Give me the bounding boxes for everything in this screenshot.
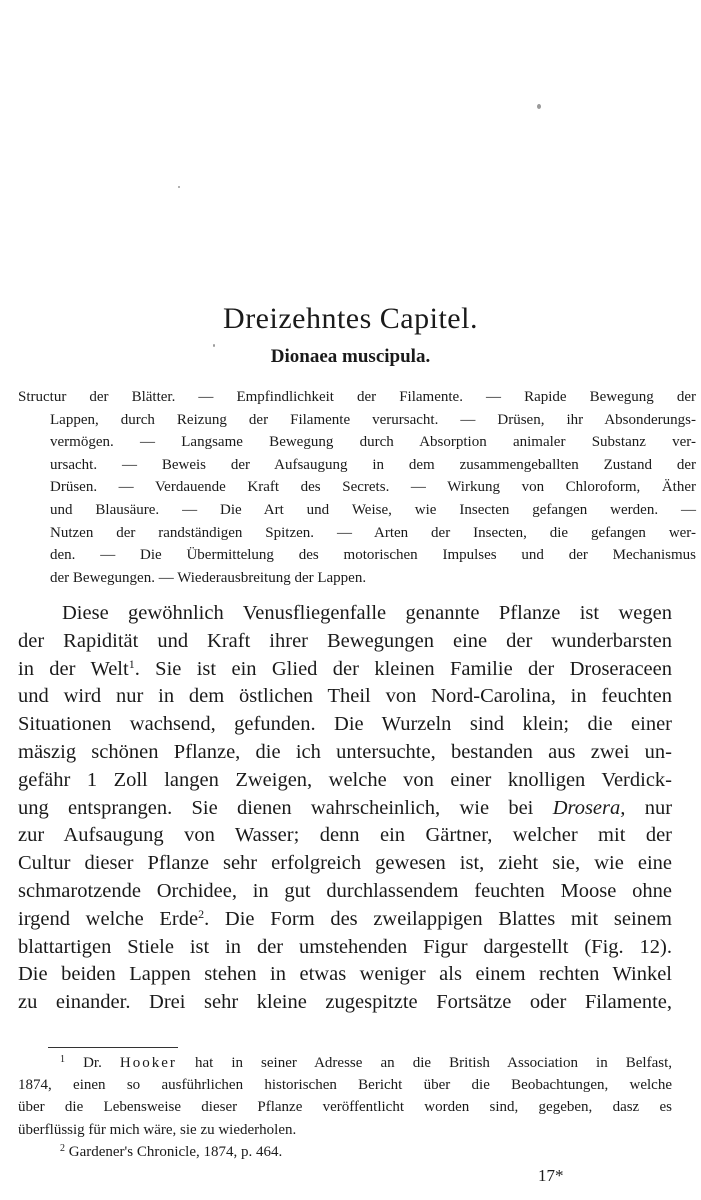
footnote-1-line: 1874, einen so ausführlichen historischen Bericht über die Beobachtungen, welche bbox=[18, 1077, 672, 1094]
summary-line: Lappen, durch Reizung der Filamente verursacht. — Drüsen, ihr Absonderungs- bbox=[50, 411, 696, 428]
body-text-fragment: . Die Form des zweilappigen Blattes mit seinem bbox=[204, 907, 673, 930]
footnote-text: Gardener's Chronicle, 1874, p. 464. bbox=[68, 1143, 283, 1160]
italic-genus-name: Drosera, bbox=[552, 796, 626, 819]
footnotes bbox=[18, 1052, 672, 1163]
footnote-author: Hooker bbox=[119, 1055, 177, 1071]
summary-line: Structur der Blätter. — Empfindlichkeit der Filamente. — Rapide Bewegung der bbox=[18, 389, 696, 405]
summary-line: Nutzen der randständigen Spitzen. — Arten der Insecten, die gefangen wer- bbox=[50, 524, 696, 541]
footnote-text: Dr. bbox=[83, 1055, 102, 1071]
body-line: zu einander. Drei sehr kleine zugespitzte Fortsätze oder Filamente, bbox=[18, 991, 672, 1014]
summary-line: Drüsen. — Verdauende Kraft des Secrets. — Wirkung von Chloroform, Äther bbox=[50, 479, 696, 496]
chapter-summary bbox=[18, 386, 696, 589]
footnote-marker: 1 bbox=[60, 1054, 65, 1065]
chapter-title: Dreizehntes Capitel. bbox=[223, 302, 478, 335]
summary-line: der Bewegungen. — Wiederausbreitung der Lappen. bbox=[50, 569, 367, 586]
body-line: Cultur dieser Pflanze sehr erfolgreich gewesen ist, zieht sie, wie eine bbox=[18, 852, 672, 875]
ink-speck bbox=[178, 186, 180, 188]
summary-line: den. — Die Übermittelung des motorischen Impulses und der Mechanismus bbox=[50, 547, 696, 564]
body-text-fragment: . Sie ist ein Glied der kleinen Familie der Droseraceen bbox=[134, 657, 673, 680]
footnote-marker: 2 bbox=[60, 1142, 65, 1154]
footnote-1-line: überflüssig für mich wäre, sie zu wiederholen. bbox=[18, 1121, 297, 1138]
body-line: Situationen wachsend, gefunden. Die Wurzeln sind klein; die einer bbox=[18, 713, 672, 736]
footnote-rule bbox=[48, 1047, 178, 1048]
body-line: schmarotzende Orchidee, in gut durchlassendem feuchten Moose ohne bbox=[18, 879, 672, 902]
body-line: gefähr 1 Zoll langen Zweigen, welche von einer knolligen Verdick- bbox=[18, 768, 672, 791]
body-text-fragment: in der Welt bbox=[18, 657, 129, 680]
footnote-ref-1: 1 bbox=[128, 656, 135, 671]
body-line: mäszig schönen Pflanze, die ich untersuchte, bestanden aus zwei un- bbox=[18, 740, 672, 763]
body-line: Die beiden Lappen stehen in etwas weniger als einem rechten Winkel bbox=[18, 963, 672, 986]
body-line: der Rapidität und Kraft ihrer Bewegungen eine der wunderbarsten bbox=[18, 629, 672, 652]
body-text-fragment: irgend welche Erde bbox=[18, 907, 199, 930]
body-line: blattartigen Stiele ist in der umstehenden Figur dargestellt (Fig. 12). bbox=[18, 935, 672, 958]
summary-line: ursacht. — Beweis der Aufsaugung in dem zusammengeballten Zustand der bbox=[50, 456, 696, 473]
footnote-1-line bbox=[18, 1052, 672, 1074]
body-line: und wird nur in dem östlichen Theil von Nord-Carolina, in feuchten bbox=[18, 685, 672, 708]
body-text-fragment: nur bbox=[644, 796, 673, 819]
summary-line: vermögen. — Langsame Bewegung durch Absorption animaler Substanz ver- bbox=[50, 434, 696, 451]
summary-line: und Blausäure. — Die Art und Weise, wie Insecten gefangen werden. — bbox=[50, 501, 696, 518]
chapter-subtitle: Dionaea muscipula. bbox=[270, 346, 431, 367]
body-line: Diese gewöhnlich Venusfliegenfalle genannte Pflanze ist wegen bbox=[62, 602, 672, 624]
body-line bbox=[18, 795, 672, 823]
footnote-1-line: über die Lebensweise dieser Pflanze veröffentlicht worden sind, gegeben, dasz es bbox=[18, 1099, 672, 1116]
body-line: zur Aufsaugung von Wasser; denn ein Gärtner, welcher mit der bbox=[18, 824, 672, 847]
footnote-2-line bbox=[18, 1141, 672, 1163]
footnote-text: hat in seiner Adresse an die British Association in Belfast, bbox=[194, 1055, 673, 1071]
body-paragraph bbox=[18, 600, 672, 1017]
body-line bbox=[18, 906, 672, 934]
footnote-ref-2: 2 bbox=[198, 906, 205, 921]
body-line bbox=[18, 656, 672, 684]
body-text-fragment: ung entsprangen. Sie dienen wahrscheinlich, wie bei bbox=[18, 796, 534, 819]
ink-speck bbox=[537, 104, 541, 109]
page-signature: 17* bbox=[538, 1166, 564, 1185]
